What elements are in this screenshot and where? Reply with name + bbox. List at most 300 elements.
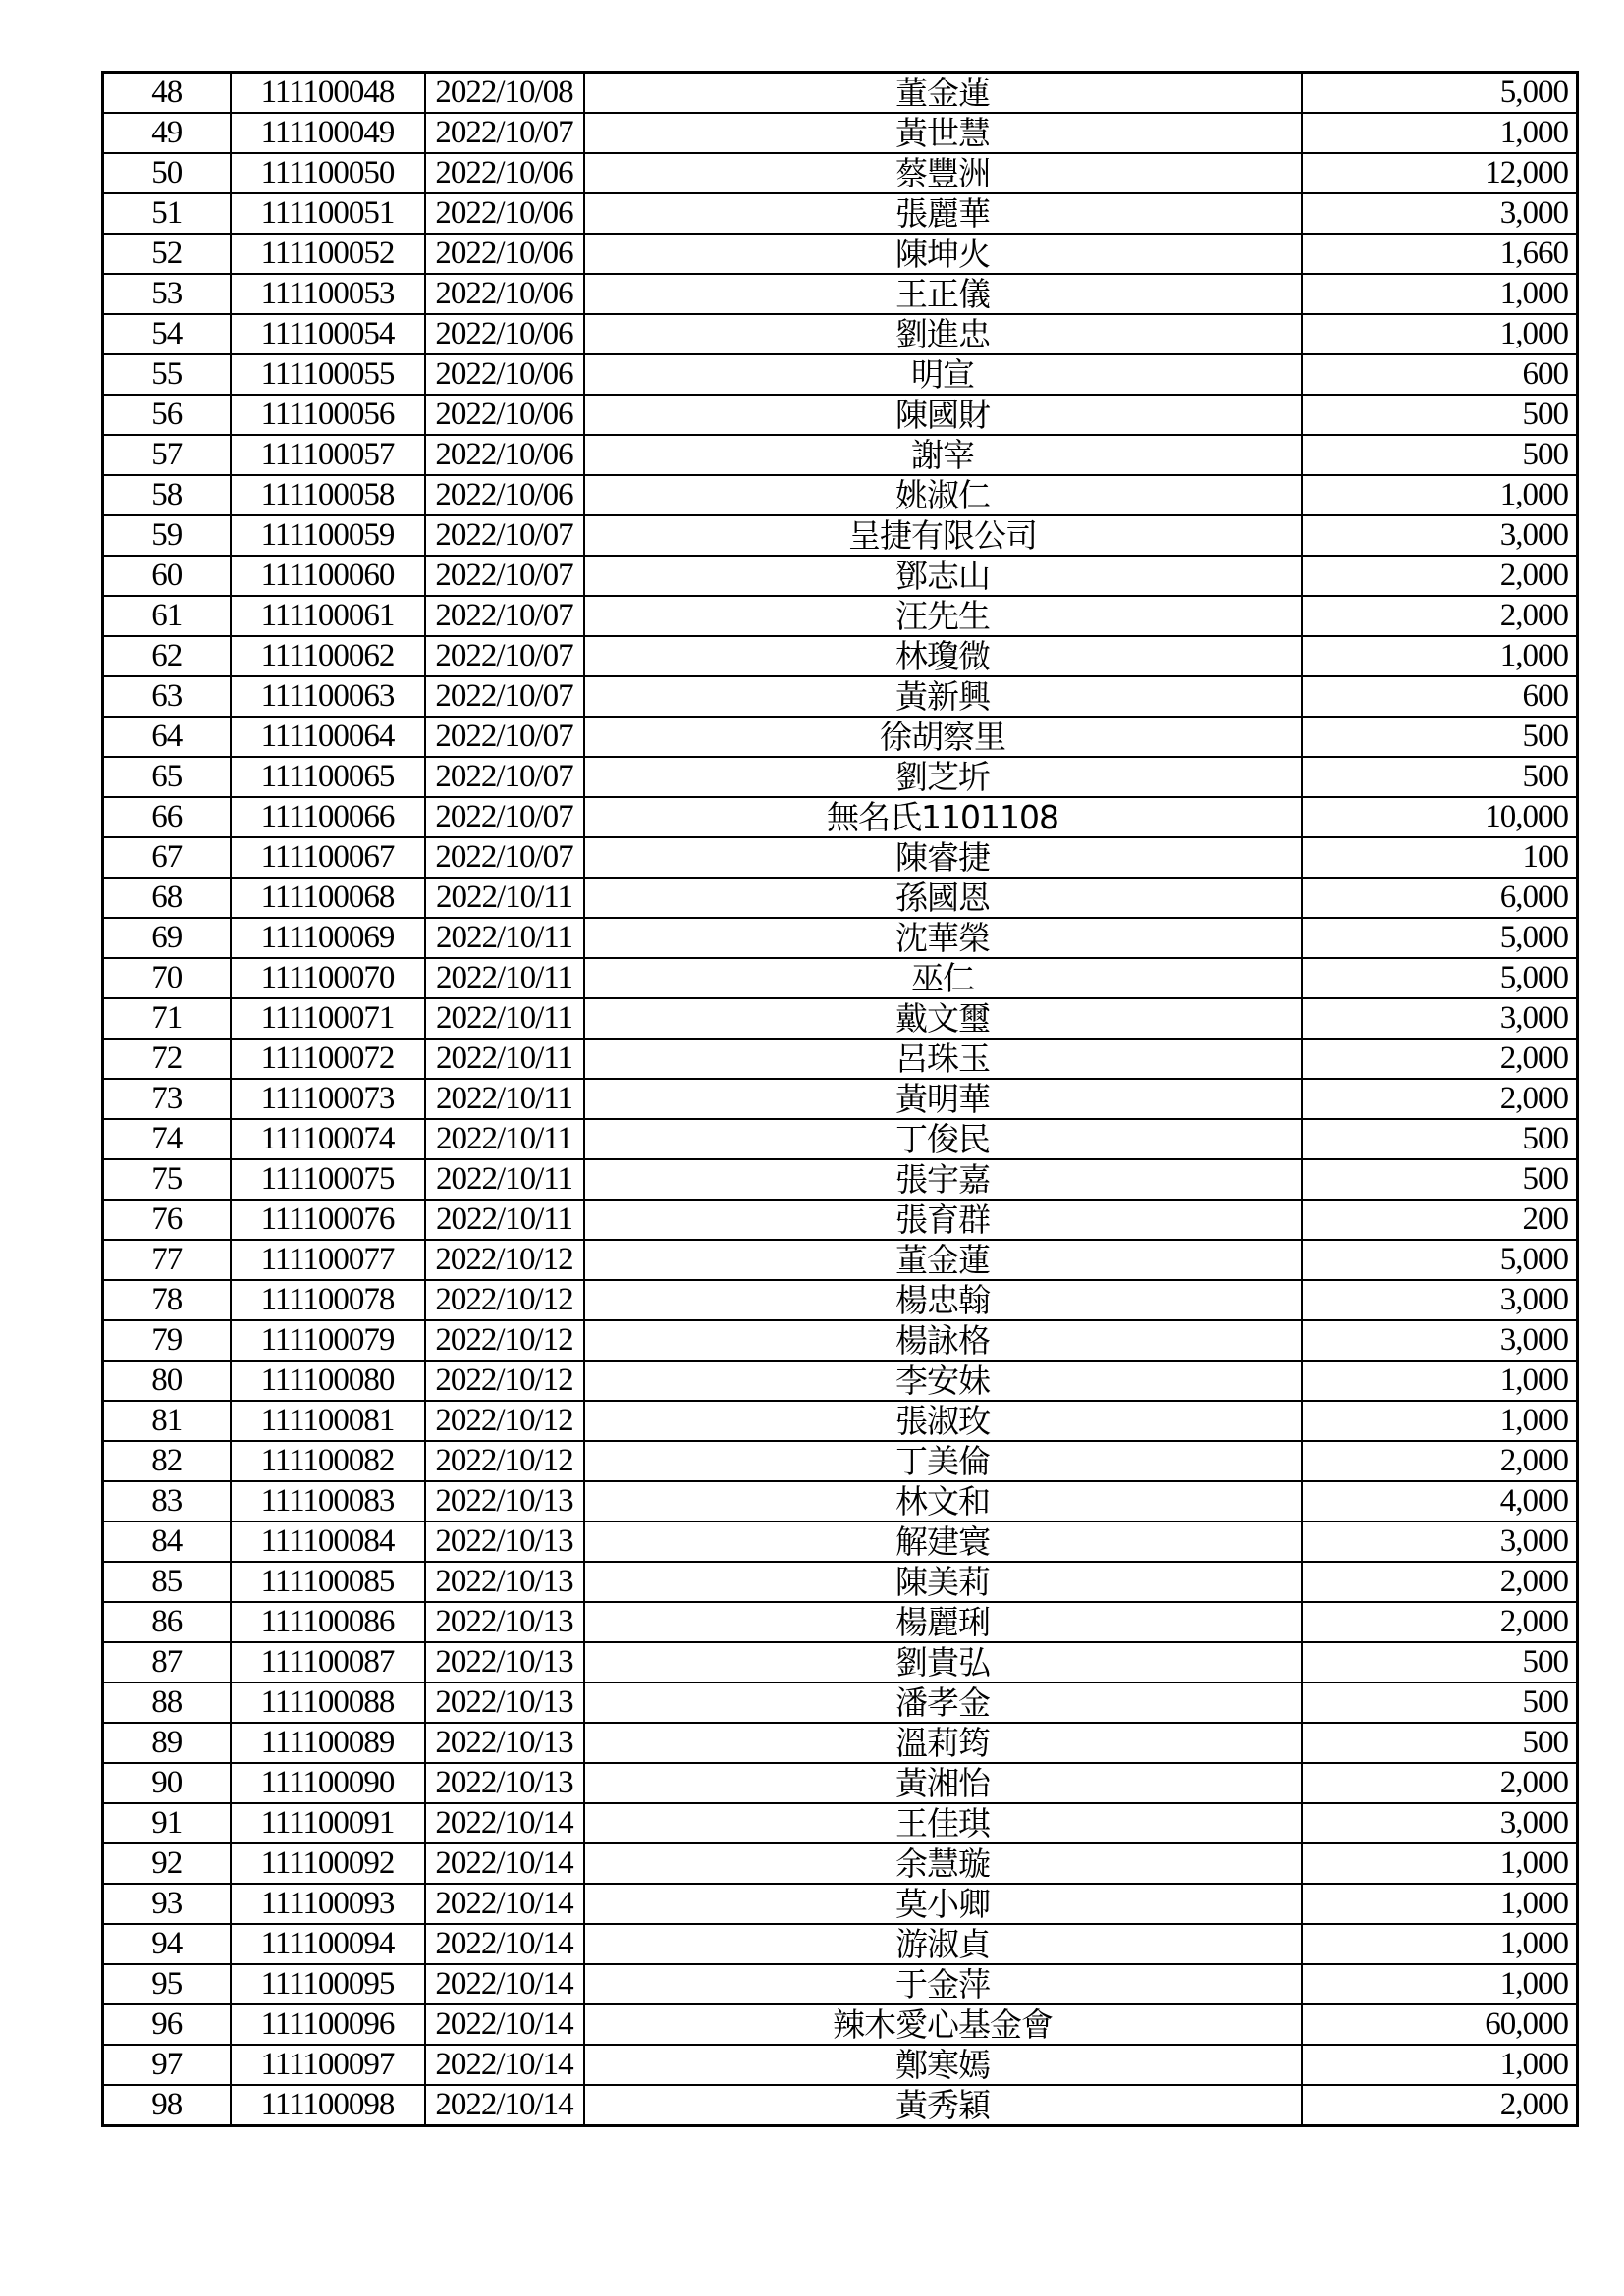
cell-receipt-id: 111100061 <box>231 596 425 636</box>
cell-date: 2022/10/06 <box>425 193 584 234</box>
cell-receipt-id: 111100079 <box>231 1320 425 1361</box>
cell-donor-name: 楊詠格 <box>584 1320 1302 1361</box>
cell-amount: 1,000 <box>1302 113 1578 153</box>
cell-receipt-id: 111100067 <box>231 837 425 878</box>
cell-seq: 49 <box>103 113 231 153</box>
cell-amount: 3,000 <box>1302 998 1578 1039</box>
cell-donor-name: 姚淑仁 <box>584 475 1302 515</box>
cell-receipt-id: 111100070 <box>231 958 425 998</box>
table-row <box>103 878 1578 918</box>
cell-date: 2022/10/07 <box>425 757 584 797</box>
cell-date: 2022/10/07 <box>425 113 584 153</box>
cell-date: 2022/10/11 <box>425 878 584 918</box>
table-row <box>103 1964 1578 2004</box>
cell-seq: 91 <box>103 1803 231 1843</box>
cell-date: 2022/10/07 <box>425 797 584 837</box>
table-row <box>103 918 1578 958</box>
cell-receipt-id: 111100075 <box>231 1159 425 1200</box>
cell-seq: 54 <box>103 314 231 354</box>
table-row <box>103 73 1578 114</box>
cell-receipt-id: 111100050 <box>231 153 425 193</box>
cell-date: 2022/10/13 <box>425 1562 584 1602</box>
cell-date: 2022/10/14 <box>425 2045 584 2085</box>
table-row <box>103 2004 1578 2045</box>
cell-donor-name: 楊麗琍 <box>584 1602 1302 1642</box>
cell-receipt-id: 111100091 <box>231 1803 425 1843</box>
cell-date: 2022/10/06 <box>425 234 584 274</box>
cell-receipt-id: 111100084 <box>231 1522 425 1562</box>
cell-amount: 200 <box>1302 1200 1578 1240</box>
cell-amount: 1,000 <box>1302 1964 1578 2004</box>
cell-date: 2022/10/12 <box>425 1401 584 1441</box>
cell-receipt-id: 111100055 <box>231 354 425 395</box>
table-row <box>103 1481 1578 1522</box>
cell-date: 2022/10/14 <box>425 1884 584 1924</box>
cell-donor-name: 呈捷有限公司 <box>584 515 1302 556</box>
cell-amount: 500 <box>1302 395 1578 435</box>
cell-amount: 10,000 <box>1302 797 1578 837</box>
cell-donor-name: 陳睿捷 <box>584 837 1302 878</box>
cell-amount: 3,000 <box>1302 1320 1578 1361</box>
cell-receipt-id: 111100088 <box>231 1682 425 1723</box>
cell-receipt-id: 111100072 <box>231 1039 425 1079</box>
cell-receipt-id: 111100093 <box>231 1884 425 1924</box>
cell-donor-name: 林瓊微 <box>584 636 1302 676</box>
table-row <box>103 395 1578 435</box>
cell-donor-name: 張麗華 <box>584 193 1302 234</box>
cell-amount: 500 <box>1302 1642 1578 1682</box>
cell-receipt-id: 111100066 <box>231 797 425 837</box>
cell-date: 2022/10/06 <box>425 354 584 395</box>
table-row <box>103 636 1578 676</box>
cell-date: 2022/10/12 <box>425 1240 584 1280</box>
table-row <box>103 1320 1578 1361</box>
cell-date: 2022/10/12 <box>425 1361 584 1401</box>
table-row <box>103 515 1578 556</box>
cell-donor-name: 解建寰 <box>584 1522 1302 1562</box>
cell-date: 2022/10/07 <box>425 837 584 878</box>
cell-receipt-id: 111100073 <box>231 1079 425 1119</box>
cell-receipt-id: 111100097 <box>231 2045 425 2085</box>
cell-donor-name: 呂珠玉 <box>584 1039 1302 1079</box>
cell-date: 2022/10/11 <box>425 958 584 998</box>
cell-amount: 4,000 <box>1302 1481 1578 1522</box>
cell-donor-name: 劉進忠 <box>584 314 1302 354</box>
cell-seq: 67 <box>103 837 231 878</box>
cell-receipt-id: 111100083 <box>231 1481 425 1522</box>
cell-date: 2022/10/13 <box>425 1642 584 1682</box>
cell-receipt-id: 111100080 <box>231 1361 425 1401</box>
table-row <box>103 314 1578 354</box>
cell-date: 2022/10/07 <box>425 556 584 596</box>
cell-receipt-id: 111100082 <box>231 1441 425 1481</box>
table-row <box>103 1039 1578 1079</box>
cell-date: 2022/10/14 <box>425 1843 584 1884</box>
cell-seq: 74 <box>103 1119 231 1159</box>
cell-seq: 70 <box>103 958 231 998</box>
cell-date: 2022/10/07 <box>425 676 584 717</box>
cell-date: 2022/10/11 <box>425 998 584 1039</box>
cell-donor-name: 游淑貞 <box>584 1924 1302 1964</box>
cell-amount: 1,000 <box>1302 1361 1578 1401</box>
cell-amount: 1,000 <box>1302 636 1578 676</box>
cell-seq: 90 <box>103 1763 231 1803</box>
cell-date: 2022/10/12 <box>425 1441 584 1481</box>
cell-date: 2022/10/07 <box>425 515 584 556</box>
cell-receipt-id: 111100076 <box>231 1200 425 1240</box>
cell-date: 2022/10/07 <box>425 717 584 757</box>
cell-date: 2022/10/14 <box>425 1924 584 1964</box>
table-row <box>103 1602 1578 1642</box>
cell-receipt-id: 111100064 <box>231 717 425 757</box>
cell-date: 2022/10/06 <box>425 435 584 475</box>
table-row <box>103 1361 1578 1401</box>
cell-seq: 95 <box>103 1964 231 2004</box>
table-row <box>103 1522 1578 1562</box>
cell-donor-name: 黃秀穎 <box>584 2085 1302 2126</box>
cell-donor-name: 黃新興 <box>584 676 1302 717</box>
table-row <box>103 2045 1578 2085</box>
table-row <box>103 757 1578 797</box>
cell-receipt-id: 111100086 <box>231 1602 425 1642</box>
cell-amount: 2,000 <box>1302 1441 1578 1481</box>
cell-receipt-id: 111100071 <box>231 998 425 1039</box>
table-row <box>103 556 1578 596</box>
cell-seq: 66 <box>103 797 231 837</box>
cell-donor-name: 巫仁 <box>584 958 1302 998</box>
table-row <box>103 193 1578 234</box>
cell-amount: 1,000 <box>1302 475 1578 515</box>
cell-seq: 79 <box>103 1320 231 1361</box>
cell-receipt-id: 111100098 <box>231 2085 425 2126</box>
cell-donor-name: 劉芝圻 <box>584 757 1302 797</box>
table-row <box>103 837 1578 878</box>
cell-donor-name: 陳美莉 <box>584 1562 1302 1602</box>
table-row <box>103 1280 1578 1320</box>
cell-amount: 1,660 <box>1302 234 1578 274</box>
cell-amount: 3,000 <box>1302 1803 1578 1843</box>
cell-seq: 85 <box>103 1562 231 1602</box>
cell-seq: 69 <box>103 918 231 958</box>
table-row <box>103 234 1578 274</box>
cell-receipt-id: 111100081 <box>231 1401 425 1441</box>
cell-receipt-id: 111100095 <box>231 1964 425 2004</box>
cell-receipt-id: 111100060 <box>231 556 425 596</box>
cell-seq: 60 <box>103 556 231 596</box>
cell-seq: 61 <box>103 596 231 636</box>
cell-amount: 2,000 <box>1302 1079 1578 1119</box>
cell-donor-name: 董金蓮 <box>584 73 1302 114</box>
table-row <box>103 1924 1578 1964</box>
cell-receipt-id: 111100056 <box>231 395 425 435</box>
cell-donor-name: 徐胡察里 <box>584 717 1302 757</box>
cell-amount: 5,000 <box>1302 958 1578 998</box>
cell-amount: 2,000 <box>1302 556 1578 596</box>
cell-donor-name: 溫莉筠 <box>584 1723 1302 1763</box>
cell-donor-name: 辣木愛心基金會 <box>584 2004 1302 2045</box>
cell-seq: 48 <box>103 73 231 114</box>
cell-donor-name: 汪先生 <box>584 596 1302 636</box>
cell-receipt-id: 111100069 <box>231 918 425 958</box>
cell-seq: 68 <box>103 878 231 918</box>
cell-amount: 2,000 <box>1302 1039 1578 1079</box>
cell-donor-name: 無名氏1101108 <box>584 797 1302 837</box>
table-row <box>103 1119 1578 1159</box>
cell-date: 2022/10/06 <box>425 475 584 515</box>
cell-seq: 53 <box>103 274 231 314</box>
cell-seq: 97 <box>103 2045 231 2085</box>
cell-date: 2022/10/11 <box>425 1039 584 1079</box>
cell-donor-name: 孫國恩 <box>584 878 1302 918</box>
cell-date: 2022/10/06 <box>425 274 584 314</box>
cell-date: 2022/10/11 <box>425 1159 584 1200</box>
table-row <box>103 1803 1578 1843</box>
table-row <box>103 274 1578 314</box>
cell-seq: 94 <box>103 1924 231 1964</box>
table-row <box>103 2085 1578 2126</box>
cell-donor-name: 蔡豐洲 <box>584 153 1302 193</box>
cell-receipt-id: 111100051 <box>231 193 425 234</box>
cell-date: 2022/10/14 <box>425 2004 584 2045</box>
cell-seq: 98 <box>103 2085 231 2126</box>
cell-amount: 2,000 <box>1302 596 1578 636</box>
donation-table <box>101 71 1579 2127</box>
table-row <box>103 1562 1578 1602</box>
cell-donor-name: 黃湘怡 <box>584 1763 1302 1803</box>
cell-seq: 88 <box>103 1682 231 1723</box>
cell-amount: 2,000 <box>1302 1602 1578 1642</box>
cell-amount: 1,000 <box>1302 2045 1578 2085</box>
cell-donor-name: 莫小卿 <box>584 1884 1302 1924</box>
cell-receipt-id: 111100053 <box>231 274 425 314</box>
cell-seq: 56 <box>103 395 231 435</box>
cell-amount: 5,000 <box>1302 1240 1578 1280</box>
cell-donor-name: 李安妹 <box>584 1361 1302 1401</box>
cell-donor-name: 黃世慧 <box>584 113 1302 153</box>
cell-seq: 76 <box>103 1200 231 1240</box>
table-row <box>103 1843 1578 1884</box>
table-row <box>103 354 1578 395</box>
cell-seq: 57 <box>103 435 231 475</box>
cell-amount: 500 <box>1302 1723 1578 1763</box>
table-row <box>103 958 1578 998</box>
cell-amount: 500 <box>1302 1159 1578 1200</box>
cell-donor-name: 陳坤火 <box>584 234 1302 274</box>
cell-amount: 500 <box>1302 717 1578 757</box>
table-row <box>103 475 1578 515</box>
cell-date: 2022/10/13 <box>425 1723 584 1763</box>
cell-date: 2022/10/13 <box>425 1602 584 1642</box>
cell-date: 2022/10/14 <box>425 1964 584 2004</box>
cell-amount: 12,000 <box>1302 153 1578 193</box>
cell-seq: 64 <box>103 717 231 757</box>
cell-seq: 73 <box>103 1079 231 1119</box>
cell-seq: 71 <box>103 998 231 1039</box>
table-row <box>103 1401 1578 1441</box>
cell-date: 2022/10/13 <box>425 1481 584 1522</box>
cell-receipt-id: 111100065 <box>231 757 425 797</box>
cell-seq: 50 <box>103 153 231 193</box>
cell-receipt-id: 111100090 <box>231 1763 425 1803</box>
cell-seq: 89 <box>103 1723 231 1763</box>
cell-receipt-id: 111100077 <box>231 1240 425 1280</box>
cell-donor-name: 沈華榮 <box>584 918 1302 958</box>
cell-donor-name: 黃明華 <box>584 1079 1302 1119</box>
cell-seq: 55 <box>103 354 231 395</box>
cell-amount: 1,000 <box>1302 1924 1578 1964</box>
cell-seq: 82 <box>103 1441 231 1481</box>
cell-amount: 2,000 <box>1302 1763 1578 1803</box>
cell-receipt-id: 111100059 <box>231 515 425 556</box>
table-row <box>103 1884 1578 1924</box>
cell-amount: 1,000 <box>1302 1401 1578 1441</box>
table-row <box>103 1441 1578 1481</box>
cell-amount: 1,000 <box>1302 1884 1578 1924</box>
cell-amount: 5,000 <box>1302 73 1578 114</box>
cell-donor-name: 王正儀 <box>584 274 1302 314</box>
cell-amount: 3,000 <box>1302 1522 1578 1562</box>
cell-amount: 600 <box>1302 354 1578 395</box>
cell-seq: 78 <box>103 1280 231 1320</box>
cell-amount: 2,000 <box>1302 2085 1578 2126</box>
cell-donor-name: 張淑玫 <box>584 1401 1302 1441</box>
cell-seq: 72 <box>103 1039 231 1079</box>
table-row <box>103 1763 1578 1803</box>
cell-seq: 87 <box>103 1642 231 1682</box>
donation-table-body <box>103 73 1578 2126</box>
cell-seq: 83 <box>103 1481 231 1522</box>
cell-date: 2022/10/12 <box>425 1280 584 1320</box>
cell-receipt-id: 111100049 <box>231 113 425 153</box>
cell-donor-name: 林文和 <box>584 1481 1302 1522</box>
table-row <box>103 1240 1578 1280</box>
cell-donor-name: 潘孝金 <box>584 1682 1302 1723</box>
cell-receipt-id: 111100048 <box>231 73 425 114</box>
cell-receipt-id: 111100052 <box>231 234 425 274</box>
cell-seq: 93 <box>103 1884 231 1924</box>
cell-date: 2022/10/07 <box>425 596 584 636</box>
cell-amount: 500 <box>1302 757 1578 797</box>
table-row <box>103 113 1578 153</box>
cell-receipt-id: 111100085 <box>231 1562 425 1602</box>
table-row <box>103 676 1578 717</box>
cell-amount: 1,000 <box>1302 1843 1578 1884</box>
cell-date: 2022/10/06 <box>425 395 584 435</box>
cell-amount: 5,000 <box>1302 918 1578 958</box>
table-row <box>103 1200 1578 1240</box>
cell-amount: 600 <box>1302 676 1578 717</box>
cell-seq: 84 <box>103 1522 231 1562</box>
cell-receipt-id: 111100057 <box>231 435 425 475</box>
cell-date: 2022/10/11 <box>425 1119 584 1159</box>
cell-receipt-id: 111100063 <box>231 676 425 717</box>
cell-date: 2022/10/07 <box>425 636 584 676</box>
cell-date: 2022/10/06 <box>425 153 584 193</box>
cell-donor-name: 劉貴弘 <box>584 1642 1302 1682</box>
cell-donor-name: 于金萍 <box>584 1964 1302 2004</box>
table-row <box>103 797 1578 837</box>
cell-donor-name: 董金蓮 <box>584 1240 1302 1280</box>
cell-donor-name: 張育群 <box>584 1200 1302 1240</box>
cell-amount: 3,000 <box>1302 193 1578 234</box>
table-row <box>103 596 1578 636</box>
cell-seq: 62 <box>103 636 231 676</box>
cell-donor-name: 陳國財 <box>584 395 1302 435</box>
table-row <box>103 1079 1578 1119</box>
cell-amount: 500 <box>1302 1682 1578 1723</box>
cell-receipt-id: 111100058 <box>231 475 425 515</box>
cell-date: 2022/10/11 <box>425 1079 584 1119</box>
cell-receipt-id: 111100078 <box>231 1280 425 1320</box>
table-row <box>103 1642 1578 1682</box>
cell-donor-name: 鄭寒嫣 <box>584 2045 1302 2085</box>
cell-amount: 3,000 <box>1302 515 1578 556</box>
cell-donor-name: 丁俊民 <box>584 1119 1302 1159</box>
table-row <box>103 717 1578 757</box>
cell-receipt-id: 111100074 <box>231 1119 425 1159</box>
cell-amount: 500 <box>1302 1119 1578 1159</box>
cell-receipt-id: 111100054 <box>231 314 425 354</box>
cell-seq: 63 <box>103 676 231 717</box>
cell-seq: 65 <box>103 757 231 797</box>
table-row <box>103 1723 1578 1763</box>
cell-amount: 1,000 <box>1302 274 1578 314</box>
cell-donor-name: 楊忠翰 <box>584 1280 1302 1320</box>
cell-amount: 500 <box>1302 435 1578 475</box>
cell-donor-name: 余慧璇 <box>584 1843 1302 1884</box>
cell-donor-name: 丁美倫 <box>584 1441 1302 1481</box>
cell-receipt-id: 111100087 <box>231 1642 425 1682</box>
cell-amount: 100 <box>1302 837 1578 878</box>
cell-seq: 96 <box>103 2004 231 2045</box>
cell-receipt-id: 111100068 <box>231 878 425 918</box>
cell-date: 2022/10/13 <box>425 1682 584 1723</box>
cell-date: 2022/10/13 <box>425 1522 584 1562</box>
cell-date: 2022/10/06 <box>425 314 584 354</box>
table-row <box>103 1159 1578 1200</box>
cell-seq: 81 <box>103 1401 231 1441</box>
cell-date: 2022/10/08 <box>425 73 584 114</box>
cell-seq: 75 <box>103 1159 231 1200</box>
table-row <box>103 998 1578 1039</box>
cell-receipt-id: 111100094 <box>231 1924 425 1964</box>
cell-date: 2022/10/11 <box>425 1200 584 1240</box>
table-row <box>103 153 1578 193</box>
cell-receipt-id: 111100062 <box>231 636 425 676</box>
cell-date: 2022/10/11 <box>425 918 584 958</box>
cell-donor-name: 明宣 <box>584 354 1302 395</box>
cell-seq: 58 <box>103 475 231 515</box>
cell-donor-name: 鄧志山 <box>584 556 1302 596</box>
cell-seq: 77 <box>103 1240 231 1280</box>
cell-amount: 1,000 <box>1302 314 1578 354</box>
cell-seq: 92 <box>103 1843 231 1884</box>
table-row <box>103 435 1578 475</box>
cell-donor-name: 謝宰 <box>584 435 1302 475</box>
cell-amount: 3,000 <box>1302 1280 1578 1320</box>
cell-seq: 52 <box>103 234 231 274</box>
cell-date: 2022/10/14 <box>425 2085 584 2126</box>
cell-donor-name: 張宇嘉 <box>584 1159 1302 1200</box>
cell-amount: 2,000 <box>1302 1562 1578 1602</box>
cell-amount: 6,000 <box>1302 878 1578 918</box>
cell-donor-name: 王佳琪 <box>584 1803 1302 1843</box>
cell-date: 2022/10/12 <box>425 1320 584 1361</box>
cell-receipt-id: 111100089 <box>231 1723 425 1763</box>
cell-seq: 80 <box>103 1361 231 1401</box>
cell-receipt-id: 111100092 <box>231 1843 425 1884</box>
cell-seq: 86 <box>103 1602 231 1642</box>
